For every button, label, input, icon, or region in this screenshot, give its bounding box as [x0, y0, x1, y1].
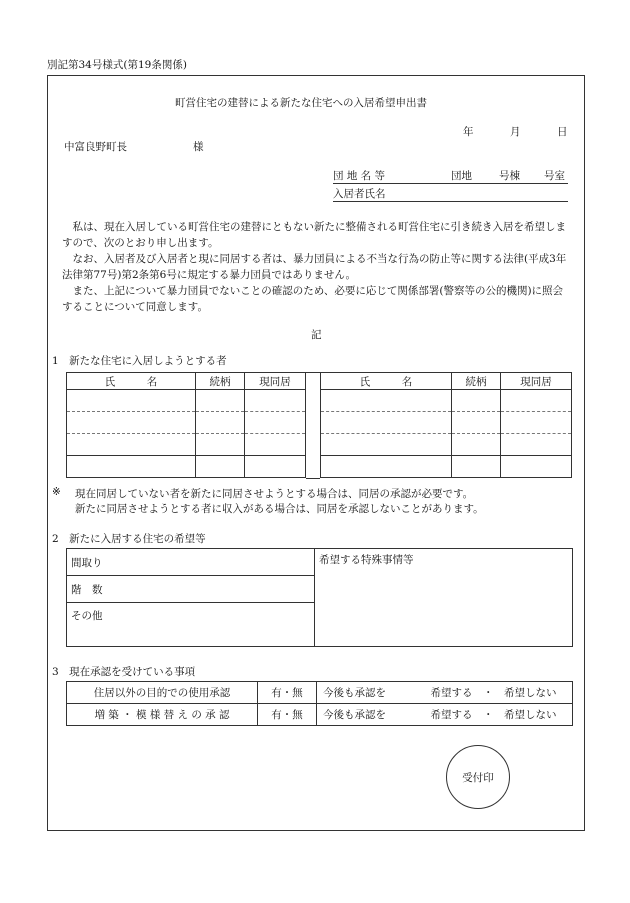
date-month: 月 [510, 126, 521, 138]
cell[interactable] [196, 434, 245, 456]
complex-label: 団 地 名 等 [333, 170, 386, 182]
floor-label: 階 数 [71, 583, 103, 596]
col-name: 氏 名 [321, 373, 452, 390]
cell[interactable] [245, 434, 306, 456]
cell[interactable] [67, 412, 196, 434]
approval-status[interactable]: 有・無 [258, 704, 317, 726]
note-line2: 新たに同居させようとする者に収入がある場合は、同居を承認しないことがあります。 [75, 503, 484, 515]
danchi-label: 団地 [451, 170, 472, 182]
form-title: 町営住宅の建替による新たな住宅への入居希望申出書 [175, 97, 427, 109]
approval-row [67, 682, 573, 704]
section3-heading: 3 現在承認を受けている事項 [52, 666, 196, 678]
approval-status[interactable]: 有・無 [258, 682, 317, 704]
addressee-honorific: 様 [193, 141, 204, 153]
cell[interactable] [67, 456, 196, 478]
approval-label: 住居以外の目的での使用承認 [67, 682, 258, 704]
date-year: 年 [463, 126, 474, 138]
col-current: 現同居 [245, 373, 306, 390]
cell[interactable] [67, 434, 196, 456]
cell[interactable] [501, 434, 572, 456]
addressee-name: 中富良野町長 [64, 141, 127, 153]
cell[interactable] [501, 456, 572, 478]
approval-label: 増 築 ・ 模 様 替 え の 承 認 [67, 704, 258, 726]
other-label: その他 [71, 610, 103, 622]
building-label: 号棟 [499, 170, 520, 182]
reception-stamp [446, 745, 510, 809]
floor-cell[interactable] [67, 576, 315, 603]
layout-label: 間取り [71, 556, 103, 569]
section2-heading: 2 新たに入居する住宅の希望等 [52, 533, 206, 545]
table-gap [306, 372, 320, 479]
cohab-table-left [66, 372, 306, 478]
note-line1: 現在同居していない者を新たに同居させようとする場合は、同居の承認が必要です。 [75, 488, 474, 500]
cell[interactable] [321, 390, 452, 412]
cell[interactable] [321, 434, 452, 456]
hope-table [66, 548, 573, 647]
special-label: 希望する特殊事情等 [319, 554, 414, 566]
form-number: 別記第34号様式(第19条関係) [47, 59, 187, 71]
stamp-label: 受付印 [462, 771, 494, 784]
cell[interactable] [452, 456, 501, 478]
cell[interactable] [501, 412, 572, 434]
special-cell[interactable] [315, 549, 573, 647]
cell[interactable] [245, 390, 306, 412]
col-current: 現同居 [501, 373, 572, 390]
cell[interactable] [501, 390, 572, 412]
approval-table [66, 681, 573, 726]
statement-p3: また、上記について暴力団員でないことの確認のため、必要に応じて関係部署(警察等の公的機関)に照会することについて同意します。 [62, 285, 564, 313]
statement-p1: 私は、現在入居している町営住宅の建替にともない新たに整備される町営住宅に引き続き入居を希望しますので、次のとおり申し出ます。 [62, 221, 566, 249]
cell[interactable] [321, 412, 452, 434]
cell[interactable] [245, 456, 306, 478]
cohab-table-right [320, 372, 572, 478]
cell[interactable] [245, 412, 306, 434]
ki-mark: 記 [311, 329, 322, 341]
cell[interactable] [321, 456, 452, 478]
col-relation: 続柄 [196, 373, 245, 390]
cell[interactable] [452, 390, 501, 412]
cell[interactable] [452, 434, 501, 456]
layout-cell[interactable] [67, 549, 315, 576]
complex-field[interactable] [333, 168, 568, 184]
note-mark: ※ [52, 486, 61, 498]
other-cell[interactable] [67, 603, 315, 647]
cell[interactable] [196, 390, 245, 412]
cell[interactable] [196, 412, 245, 434]
col-name: 氏 名 [67, 373, 196, 390]
approval-future: 今後も承認を [317, 704, 416, 726]
approval-future: 今後も承認を [317, 682, 416, 704]
approval-hope[interactable]: 希望する ・ 希望しない [415, 682, 573, 704]
approval-row [67, 704, 573, 726]
col-relation: 続柄 [452, 373, 501, 390]
statement-p2: なお、入居者及び入居者と現に同居する者は、暴力団員による不当な行為の防止等に関する法律(平成3年法律第77号)第2条第6号に規定する暴力団員ではありません。 [62, 253, 567, 281]
approval-hope[interactable]: 希望する ・ 希望しない [415, 704, 573, 726]
cell[interactable] [196, 456, 245, 478]
room-label: 号室 [544, 170, 565, 182]
section1-heading: 1 新たな住宅に入居しようとする者 [52, 355, 227, 367]
applicant-name-label: 入居者氏名 [333, 188, 386, 200]
cell[interactable] [452, 412, 501, 434]
cell[interactable] [67, 390, 196, 412]
date-day: 日 [557, 126, 568, 138]
applicant-name-field[interactable] [333, 186, 568, 202]
